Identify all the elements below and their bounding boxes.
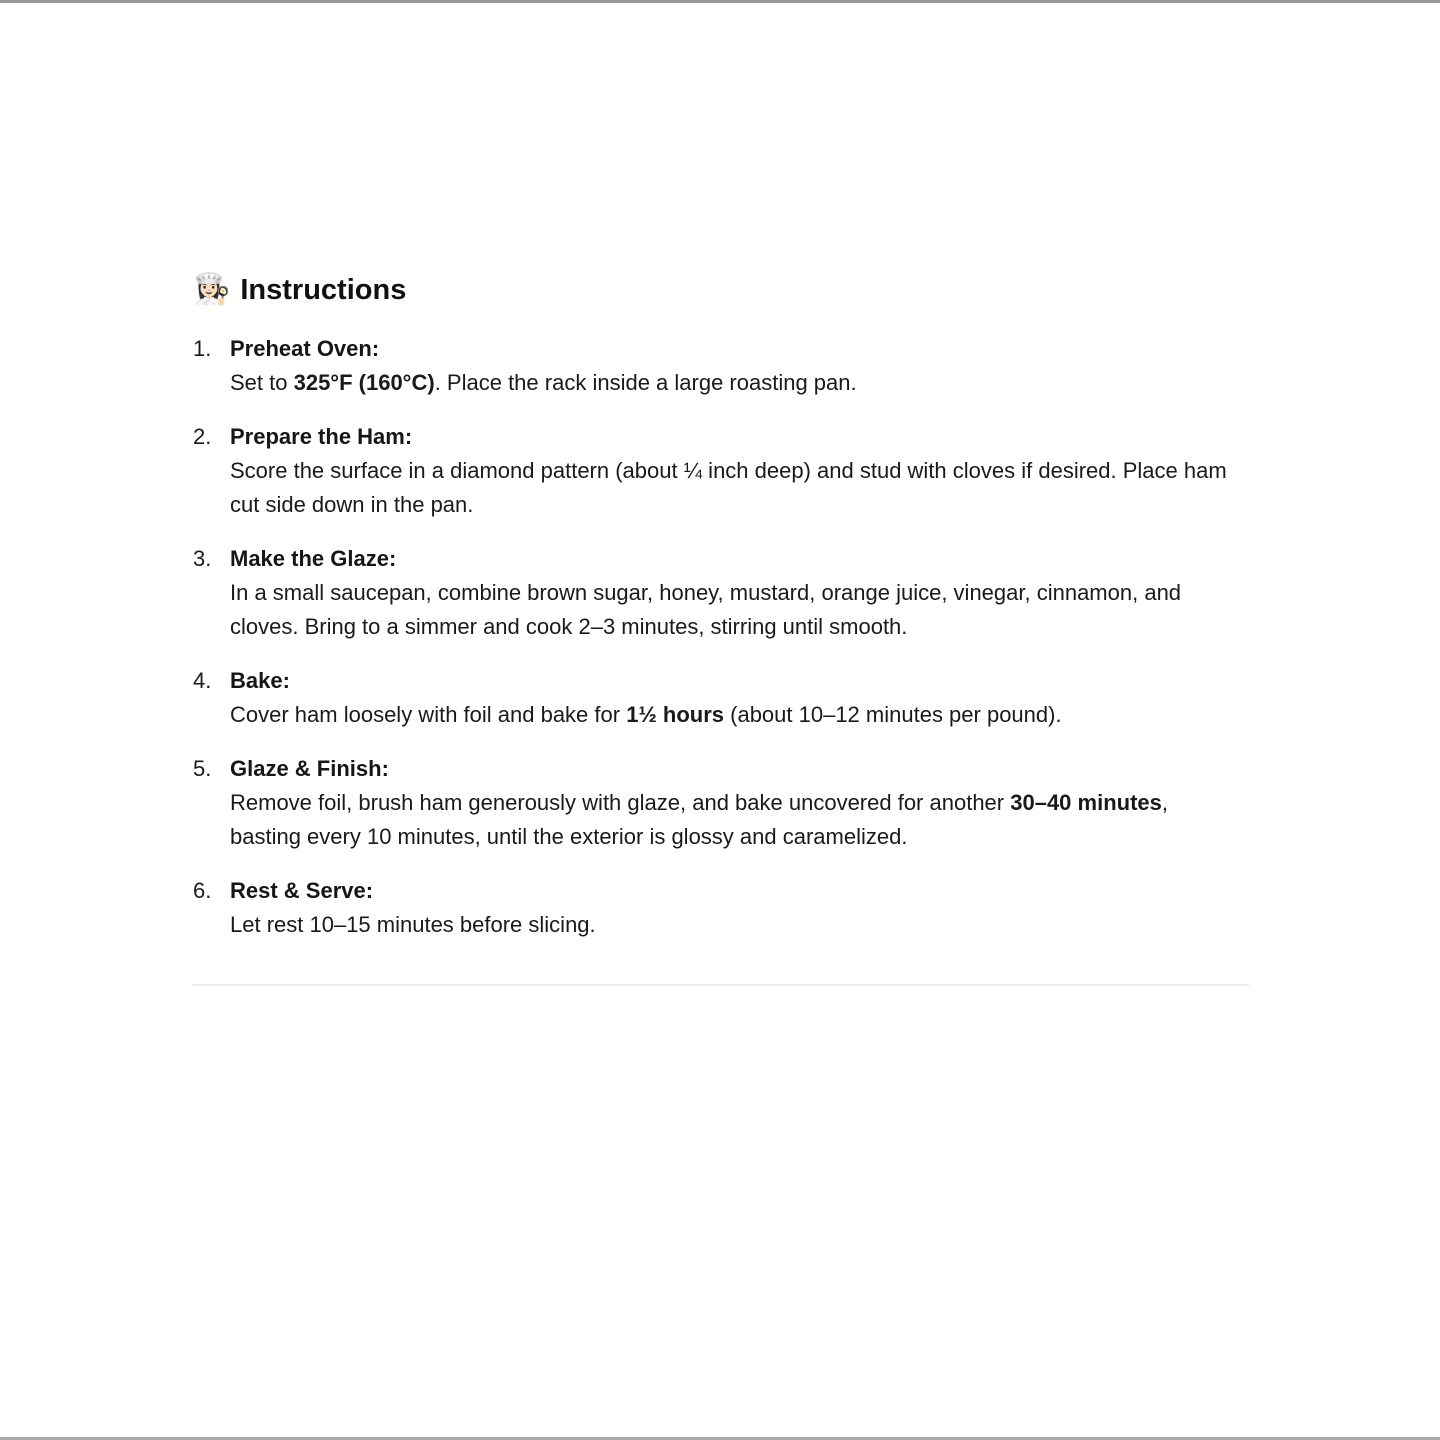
list-item: [193, 420, 1249, 522]
section-title: Instructions: [240, 274, 407, 306]
step-number: 6.: [193, 878, 212, 903]
list-item: [193, 542, 1249, 644]
section-heading: [193, 270, 1249, 310]
top-edge-strip: [0, 0, 1440, 3]
step-title: Prepare the Ham:: [230, 424, 413, 449]
step-number: 4.: [193, 668, 212, 693]
instructions-list: [193, 332, 1249, 942]
step-title: Bake:: [230, 668, 290, 693]
instructions-section: [193, 270, 1249, 986]
step-number: 5.: [193, 756, 212, 781]
step-number: 3.: [193, 546, 212, 571]
section-divider: [193, 984, 1249, 986]
step-number: 1.: [193, 336, 212, 361]
step-body: Score the surface in a diamond pattern (about ¼ inch deep) and stud with cloves if desired. Place ham cut side down in the pan.: [230, 458, 1227, 517]
step-title: Make the Glaze:: [230, 546, 397, 571]
step-body: Set to 325°F (160°C). Place the rack inside a large roasting pan.: [230, 370, 857, 395]
list-item: [193, 874, 1249, 942]
step-body: Cover ham loosely with foil and bake for 1½ hours (about 10–12 minutes per pound).: [230, 702, 1062, 727]
step-title: Preheat Oven:: [230, 336, 380, 361]
list-item: [193, 664, 1249, 732]
list-item: [193, 752, 1249, 854]
step-body: Let rest 10–15 minutes before slicing.: [230, 912, 596, 937]
step-body: Remove foil, brush ham generously with glaze, and bake uncovered for another 30–40 minutes, basting every 10 minutes, until the exterior is glossy and caramelized.: [230, 790, 1168, 849]
step-number: 2.: [193, 424, 212, 449]
list-item: [193, 332, 1249, 400]
step-body: In a small saucepan, combine brown sugar, honey, mustard, orange juice, vinegar, cinnamon, and cloves. Bring to a simmer and cook 2–3 minutes, stirring until smooth.: [230, 580, 1182, 639]
step-title: Rest & Serve:: [230, 878, 374, 903]
step-title: Glaze & Finish:: [230, 756, 389, 781]
chef-emoji-icon: 👩🏻‍🍳: [193, 273, 231, 306]
